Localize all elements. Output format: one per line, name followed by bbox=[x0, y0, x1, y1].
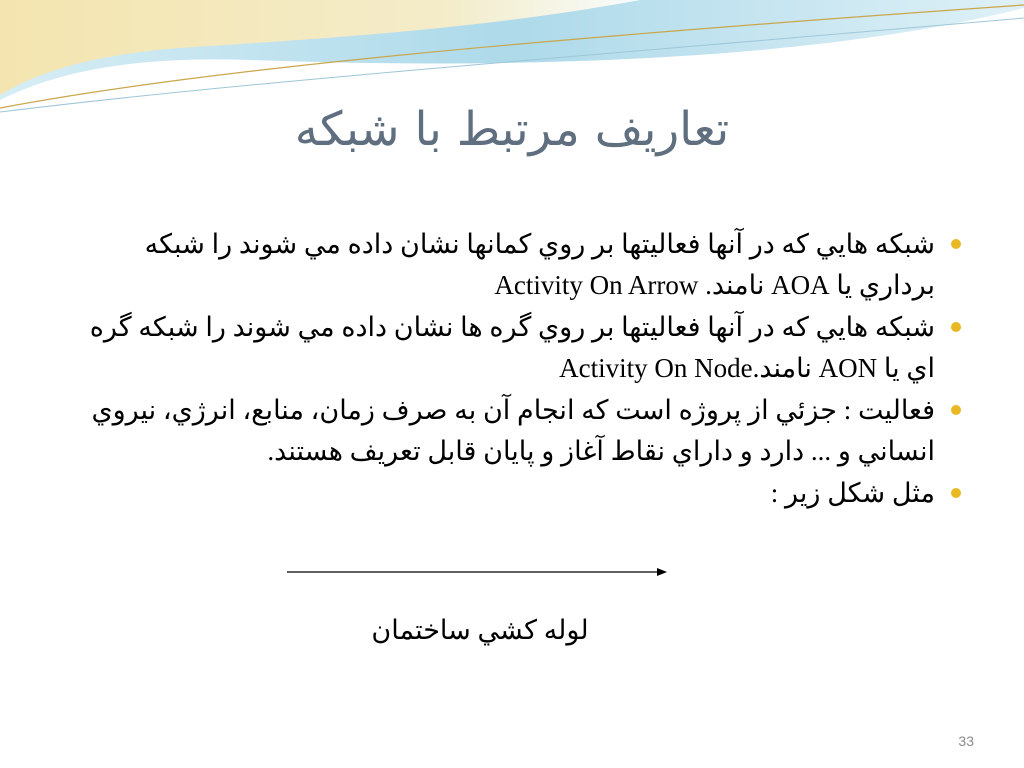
bullet-text: شبکه هايي که در آنها فعاليتها بر روي گره ها نشان داده مي شوند را شبکه گره اي يا AON نامند.Activity On Node bbox=[89, 312, 935, 383]
activity-arrow-icon bbox=[285, 562, 670, 582]
bullet-item bbox=[70, 224, 965, 305]
bullet-item bbox=[70, 390, 965, 471]
arrow-caption: لوله کشي ساختمان bbox=[371, 615, 589, 645]
bullet-dot-icon bbox=[951, 322, 961, 332]
bullet-text: شبکه هايي که در آنها فعاليتها بر روي کمانها نشان داده مي شوند را شبکه برداري يا AOA نامند. Activity On Arrow bbox=[144, 229, 935, 300]
bullet-item bbox=[70, 473, 965, 514]
bullet-text: فعاليت : جزئي از پروژه است که انجام آن به صرف زمان، منابع، انرژي، نيروي انساني و ... دارد و داراي نقاط آغاز و پايان قابل تعريف هستند. bbox=[91, 395, 935, 466]
bullet-dot-icon bbox=[951, 405, 961, 415]
bullet-list bbox=[70, 224, 965, 516]
slide-title: تعاريف مرتبط با شبکه bbox=[294, 102, 730, 157]
bullet-item bbox=[70, 307, 965, 388]
bullet-dot-icon bbox=[951, 488, 961, 498]
page-number: 33 bbox=[958, 733, 974, 749]
bullet-dot-icon bbox=[951, 239, 961, 249]
bullet-text: مثل شکل زير : bbox=[770, 478, 935, 508]
